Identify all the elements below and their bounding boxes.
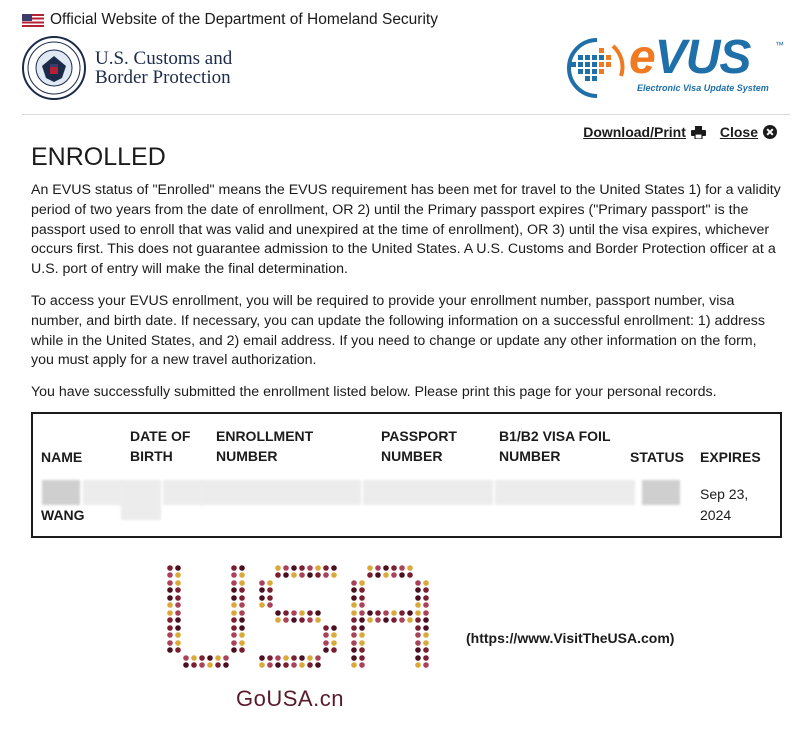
- usa-logo-dot: [399, 610, 405, 616]
- usa-logo-dot: [175, 587, 181, 593]
- usa-logo-dot: [415, 640, 421, 646]
- usa-logo-dot: [351, 625, 357, 631]
- usa-logo-dot: [167, 617, 173, 623]
- usa-logo-dot: [331, 647, 337, 653]
- usa-logo-dot: [331, 565, 337, 571]
- usa-logo-dot: [331, 640, 337, 646]
- usa-logo-dot: [415, 580, 421, 586]
- usa-logo-dot: [351, 640, 357, 646]
- usa-logo-dot: [323, 647, 329, 653]
- usa-logo-dot: [167, 632, 173, 638]
- usa-logo-dot: [167, 610, 173, 616]
- usa-logo-dot: [415, 595, 421, 601]
- usa-logo-dot: [275, 655, 281, 661]
- usa-logo-dot: [215, 655, 221, 661]
- usa-logo-dot: [283, 572, 289, 578]
- usa-logo-dot: [259, 595, 265, 601]
- official-banner-text: Official Website of the Department of Homeland Security: [50, 11, 438, 28]
- usa-logo-dot: [291, 662, 297, 668]
- usa-logo-dot: [299, 610, 305, 616]
- row-expires: Sep 23, 2024: [700, 486, 749, 523]
- redacted-dob-cell: [121, 480, 161, 520]
- header-visa-foil-number: B1/B2 VISA FOIL NUMBER: [499, 428, 611, 464]
- usa-logo-dot: [267, 655, 273, 661]
- usa-logo-dot: [315, 662, 321, 668]
- usa-logo-dot: [239, 625, 245, 631]
- usa-logo-dot: [323, 632, 329, 638]
- usa-logo-dot: [167, 565, 173, 571]
- cbp-line2: Border Protection: [95, 67, 231, 88]
- usa-logo-dot: [175, 625, 181, 631]
- usa-logo-dot: [299, 565, 305, 571]
- usa-logo-dot: [259, 655, 265, 661]
- gousa-wordmark: GoUSA.cn: [236, 686, 344, 711]
- cbp-line1: U.S. Customs and: [95, 48, 233, 69]
- usa-logo-dot: [175, 610, 181, 616]
- usa-logo-dot: [407, 610, 413, 616]
- page-title: ENROLLED: [31, 143, 166, 171]
- usa-logo-dot: [415, 610, 421, 616]
- usa-logo-dot: [415, 655, 421, 661]
- official-banner: [22, 10, 438, 30]
- usa-logo-dot: [383, 617, 389, 623]
- usa-logo-dot: [231, 565, 237, 571]
- redacted-name-cell: [42, 480, 80, 505]
- usa-logo-dot: [351, 602, 357, 608]
- usa-logo-dot: [239, 602, 245, 608]
- usa-logo-dot: [307, 610, 313, 616]
- usa-logo-dot: [367, 617, 373, 623]
- usa-logo-dot: [167, 602, 173, 608]
- usa-logo-dot: [283, 565, 289, 571]
- usa-logo-dot: [391, 617, 397, 623]
- usa-logo-dot: [351, 647, 357, 653]
- usa-logo-dot: [291, 572, 297, 578]
- download-print-link[interactable]: Download/Print: [583, 124, 686, 140]
- usa-logo-dot: [351, 587, 357, 593]
- usa-logo-dot: [375, 610, 381, 616]
- usa-logo-dot: [239, 640, 245, 646]
- usa-logo-dot: [383, 572, 389, 578]
- usa-logo-dot: [407, 572, 413, 578]
- access-instructions-text: To access your EVUS enrollment, you will be required to provide your enrollment number, passport number, visa number, and birth date. If necessary, you can update the following information on a successful enrollment: 1) address while in the United States, and 2) email address. If you need to change or update any other information on the form, you must apply for a new travel authorization.: [31, 293, 765, 369]
- usa-logo-dot: [415, 632, 421, 638]
- usa-logo-dot: [231, 632, 237, 638]
- usa-logo-dot: [223, 662, 229, 668]
- usa-logo-dot: [275, 610, 281, 616]
- usa-logo-dot: [167, 580, 173, 586]
- usa-logo-dot: [275, 572, 281, 578]
- usa-logo-dot: [231, 617, 237, 623]
- usa-logo-dot: [307, 662, 313, 668]
- usa-logo-dot: [283, 655, 289, 661]
- usa-logo-dot: [175, 617, 181, 623]
- usa-logo-dot: [183, 662, 189, 668]
- usa-logo-dot: [239, 617, 245, 623]
- usa-logo-dot: [167, 595, 173, 601]
- enrollment-table: [31, 412, 782, 538]
- usa-logo-dot: [231, 610, 237, 616]
- usa-logo-dot: [175, 565, 181, 571]
- submission-confirmation-text: You have successfully submitted the enrollment listed below. Please print this page for your personal records.: [31, 384, 717, 400]
- usa-logo-dot: [359, 602, 365, 608]
- printer-icon[interactable]: [691, 126, 706, 139]
- close-circle-icon[interactable]: [763, 125, 777, 139]
- usa-logo-dot: [359, 587, 365, 593]
- usa-logo-dot: [351, 662, 357, 668]
- usa-logo-dot: [167, 587, 173, 593]
- usa-logo-dot: [291, 617, 297, 623]
- usa-logo-dot: [423, 602, 429, 608]
- usa-logo-dot: [359, 655, 365, 661]
- usa-logo-dot: [175, 647, 181, 653]
- usa-logo-dot: [307, 617, 313, 623]
- usa-logo-dot: [423, 580, 429, 586]
- usa-logo-dot: [175, 595, 181, 601]
- usa-logo-dot: [415, 587, 421, 593]
- usa-logo-dot: [283, 662, 289, 668]
- dhs-seal-icon: [22, 36, 86, 100]
- usa-logo-dot: [199, 655, 205, 661]
- redacted-cell: [83, 480, 123, 505]
- usa-logo-dot: [183, 655, 189, 661]
- usa-logo-dot: [283, 610, 289, 616]
- usa-logo-dot: [191, 662, 197, 668]
- usa-logo-dot: [331, 625, 337, 631]
- usa-logo-dot: [291, 610, 297, 616]
- usa-logo-dot: [231, 572, 237, 578]
- usa-logo-dot: [407, 565, 413, 571]
- close-link[interactable]: Close: [719, 124, 758, 140]
- header-expires: EXPIRES: [700, 449, 761, 465]
- usa-logo-dot: [315, 565, 321, 571]
- usa-logo-dot: [167, 625, 173, 631]
- usa-logo-dot: [415, 617, 421, 623]
- usa-logo-dot: [359, 617, 365, 623]
- close-control[interactable]: [720, 124, 777, 140]
- usa-logo-dot: [399, 565, 405, 571]
- header-status: STATUS: [630, 449, 684, 465]
- usa-logo-dot: [239, 580, 245, 586]
- usa-logo-dot: [375, 565, 381, 571]
- usa-logo-dot: [175, 580, 181, 586]
- usa-logo-dot: [331, 632, 337, 638]
- usa-logo-dot: [351, 632, 357, 638]
- usa-logo-dot: [239, 595, 245, 601]
- usa-logo-dot: [423, 610, 429, 616]
- usa-logo-dot: [231, 580, 237, 586]
- page-actions: [583, 124, 777, 140]
- usa-logo-dot: [267, 662, 273, 668]
- usa-logo-dot: [359, 580, 365, 586]
- usa-logo-dot: [167, 647, 173, 653]
- usa-dot-logo[interactable]: [160, 562, 440, 677]
- redacted-cell: [163, 480, 203, 505]
- usa-logo-dot: [383, 565, 389, 571]
- usa-logo-dot: [215, 662, 221, 668]
- usa-logo-dot: [315, 655, 321, 661]
- usa-logo-dot: [351, 617, 357, 623]
- evus-globe-icon: [565, 36, 627, 100]
- usa-logo-dot: [315, 610, 321, 616]
- usa-logo-dot: [323, 572, 329, 578]
- usa-logo-dot: [191, 655, 197, 661]
- usa-logo-dot: [291, 655, 297, 661]
- usa-logo-dot: [239, 572, 245, 578]
- usa-logo-dot: [415, 602, 421, 608]
- usa-logo-dot: [407, 617, 413, 623]
- header-passport-number: PASSPORT NUMBER: [381, 428, 457, 464]
- usa-logo-dot: [399, 572, 405, 578]
- usa-logo-dot: [423, 617, 429, 623]
- usa-logo-dot: [359, 662, 365, 668]
- usa-logo-dot: [299, 662, 305, 668]
- usa-logo-dot: [423, 655, 429, 661]
- cbp-logo[interactable]: [22, 36, 232, 100]
- usa-logo-dot: [315, 617, 321, 623]
- usa-logo-dot: [299, 617, 305, 623]
- usa-logo-dot: [351, 580, 357, 586]
- usa-logo-dot: [231, 602, 237, 608]
- usa-logo-dot: [231, 587, 237, 593]
- usa-logo-dot: [359, 625, 365, 631]
- usa-logo-dot: [423, 640, 429, 646]
- evus-logo[interactable]: [565, 31, 790, 100]
- usa-logo-dot: [267, 580, 273, 586]
- evus-wordmark: eVUS: [629, 31, 751, 84]
- usa-logo-dot: [359, 595, 365, 601]
- usa-logo-dot: [415, 662, 421, 668]
- usa-logo-dot: [323, 640, 329, 646]
- usa-logo-dot: [275, 565, 281, 571]
- usa-logo-dot: [267, 587, 273, 593]
- usa-logo-dot: [399, 617, 405, 623]
- usa-logo-dot: [423, 662, 429, 668]
- usa-logo-dot: [375, 572, 381, 578]
- usa-logo-dot: [175, 602, 181, 608]
- enrolled-definition-text: An EVUS status of "Enrolled" means the EVUS requirement has been met for travel to the United States 1) for a validity period of two years from the date of enrollment, OR 2) until the Primary passport expires ("Primary passport" is the passport used to enroll that was valid and unexpired at the time of enrollment), OR 3) until the visa expires, whichever occurs first. This does not guarantee admission to the United States. A U.S. Customs and Border Protection officer at a U.S. port of entry will make the final determination.: [31, 182, 781, 278]
- usa-logo-dot: [259, 587, 265, 593]
- header-dob: DATE OF BIRTH: [130, 428, 191, 464]
- usa-logo-dot: [259, 580, 265, 586]
- usa-logo-dot: [275, 617, 281, 623]
- usa-logo-dot: [367, 565, 373, 571]
- usa-logo-dot: [375, 617, 381, 623]
- usa-logo-dot: [175, 640, 181, 646]
- usa-logo-dot: [391, 572, 397, 578]
- header-name: NAME: [41, 449, 83, 465]
- header-divider: [22, 114, 790, 115]
- usa-logo-dot: [207, 655, 213, 661]
- usa-logo-dot: [231, 625, 237, 631]
- usa-logo-dot: [167, 640, 173, 646]
- redacted-passport-cell: [363, 480, 493, 505]
- usa-logo-dot: [415, 625, 421, 631]
- evus-subtitle: Electronic Visa Update System: [637, 83, 769, 93]
- evus-trademark: ™: [775, 40, 784, 50]
- usa-logo-dot: [323, 625, 329, 631]
- usa-logo-dot: [351, 595, 357, 601]
- usa-logo-dot: [367, 610, 373, 616]
- cbp-wordmark: [95, 49, 232, 87]
- usa-logo-dot: [359, 647, 365, 653]
- usa-logo-dot: [423, 625, 429, 631]
- usa-logo-dot: [423, 587, 429, 593]
- usa-logo-dot: [175, 632, 181, 638]
- usa-logo-dot: [231, 640, 237, 646]
- usa-logo-dot: [415, 647, 421, 653]
- usa-logo-dot: [259, 602, 265, 608]
- usa-logo-dot: [351, 655, 357, 661]
- usa-logo-dot: [423, 632, 429, 638]
- usa-logo-dot: [223, 655, 229, 661]
- usa-logo-dot: [267, 602, 273, 608]
- usa-logo-dot: [331, 572, 337, 578]
- usa-logo-dot: [359, 610, 365, 616]
- usa-logo-dot: [307, 565, 313, 571]
- redacted-enrollment-cell: [201, 480, 361, 505]
- usa-logo-dot: [199, 662, 205, 668]
- usa-logo-dot: [239, 610, 245, 616]
- usa-logo-dot: [267, 595, 273, 601]
- usa-logo-dot: [367, 572, 373, 578]
- usa-logo-dot: [307, 572, 313, 578]
- usa-logo-dot: [283, 617, 289, 623]
- usa-logo-dot: [231, 595, 237, 601]
- usa-logo-dot: [359, 640, 365, 646]
- usa-logo-dot: [239, 565, 245, 571]
- usa-logo-dot: [391, 610, 397, 616]
- usa-logo-dot: [359, 632, 365, 638]
- usa-logo-dot: [167, 572, 173, 578]
- usa-logo-dot: [239, 647, 245, 653]
- visit-the-usa-link[interactable]: (https://www.VisitTheUSA.com): [466, 630, 675, 646]
- header-enrollment-number: ENROLLMENT NUMBER: [216, 428, 314, 464]
- usa-logo-dot: [259, 662, 265, 668]
- usa-logo-dot: [175, 572, 181, 578]
- usa-logo-dot: [383, 610, 389, 616]
- usa-logo-dot: [423, 595, 429, 601]
- usa-logo-dot: [299, 572, 305, 578]
- usa-logo-dot: [291, 565, 297, 571]
- usa-logo-dot: [323, 565, 329, 571]
- usa-logo-dot: [315, 572, 321, 578]
- usa-logo-dot: [231, 647, 237, 653]
- row-name: WANG: [41, 507, 85, 523]
- usa-logo-dot: [239, 632, 245, 638]
- usa-logo-dot: [351, 610, 357, 616]
- us-flag-icon: [22, 14, 44, 27]
- usa-logo-dot: [275, 662, 281, 668]
- usa-logo-dot: [307, 655, 313, 661]
- usa-logo-dot: [207, 662, 213, 668]
- usa-logo-dot: [423, 647, 429, 653]
- usa-logo-dot: [391, 565, 397, 571]
- redacted-status-cell: [642, 480, 680, 505]
- usa-logo-dot: [299, 655, 305, 661]
- redacted-visa-cell: [495, 480, 635, 505]
- usa-logo-dot: [239, 587, 245, 593]
